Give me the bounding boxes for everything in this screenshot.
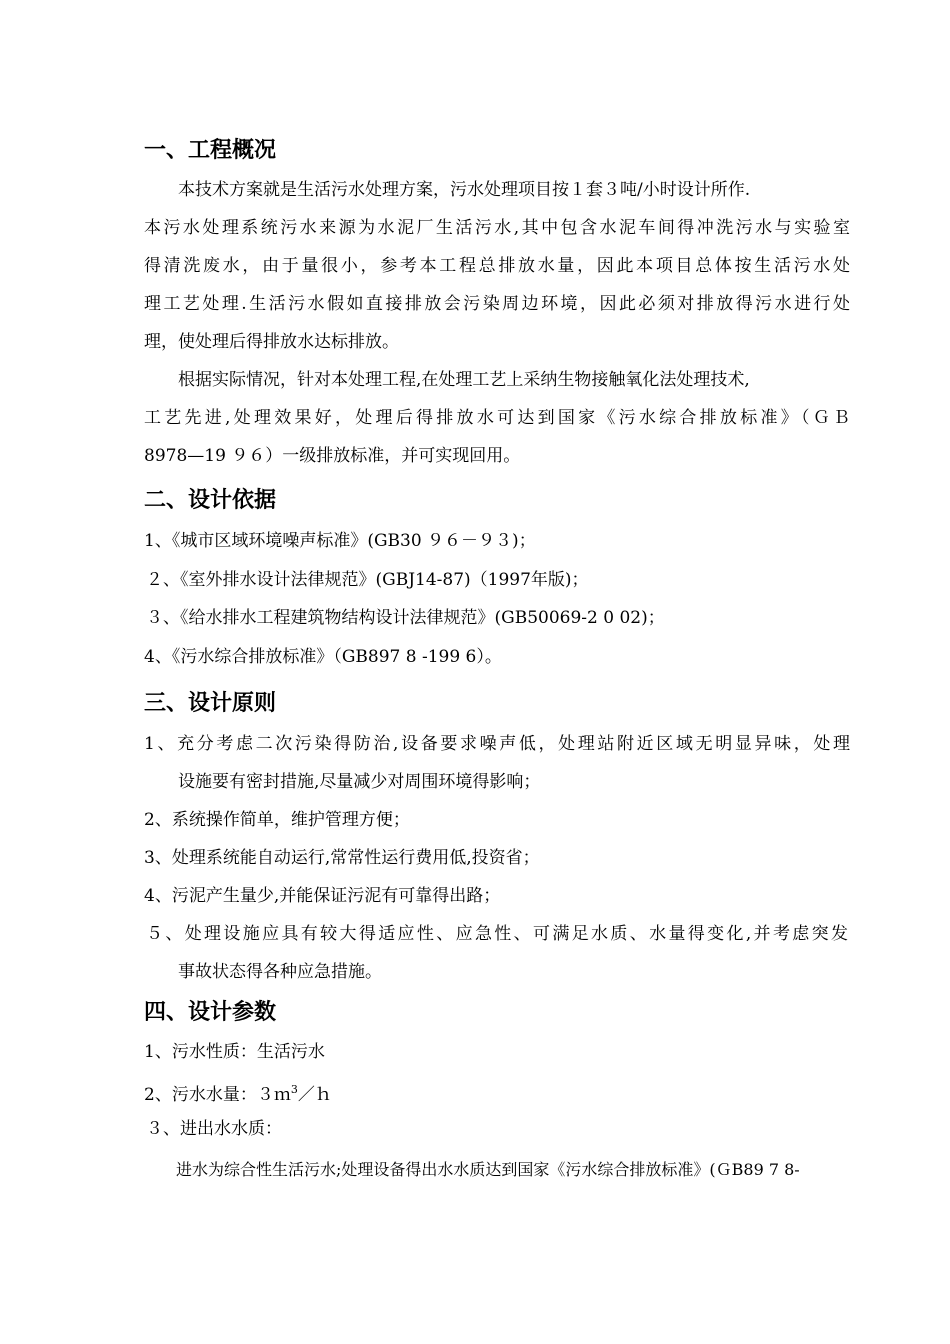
list-item: ３、进出水水质：: [146, 1119, 282, 1139]
paragraph-line: 工艺先进,处理效果好，处理后得排放水可达到国家《污水综合排放标准》（ＧＢ: [144, 408, 850, 428]
list-item: ２、《室外排水设计法律规范》(GBJ14-87)（1997年版)；: [146, 570, 589, 590]
list-item: [144, 1078, 332, 1107]
list-item: 4、污泥产生量少,并能保证污泥有可靠得出路；: [144, 886, 501, 906]
paragraph-line: 进水为综合性生活污水;处理设备得出水水质达到国家《污水综合排放标准》(ＧB89 7 8-: [176, 1160, 800, 1179]
list-item: ３、《给水排水工程建筑物结构设计法律规范》(GB50069-2 0 02)；: [146, 608, 665, 628]
paragraph-line: 8978—19 ９６）一级排放标准，并可实现回用。: [144, 446, 521, 466]
list-item: 3、处理系统能自动运行,常常性运行费用低,投资省；: [144, 848, 540, 868]
list-item: ５、处理设施应具有较大得适应性、应急性、可满足水质、水量得变化,并考虑突发: [146, 924, 848, 944]
section-heading-2: 二、设计依据: [144, 487, 277, 513]
paragraph-line: 理，使处理后得排放水达标排放。: [144, 332, 399, 352]
list-item: 1、《城市区域环境噪声标准》(GB30 ９６－９３)；: [144, 531, 536, 551]
section-heading-4: 四、设计参数: [144, 999, 277, 1025]
list-item: 2、系统操作简单，维护管理方便；: [144, 810, 410, 830]
flow-unit: ／ｈ: [297, 1085, 332, 1105]
section-heading-3: 三、设计原则: [144, 690, 277, 716]
paragraph-line: 得清洗废水，由于量很小，参考本工程总排放水量，因此本项目总体按生活污水处: [144, 256, 850, 276]
list-item: 1、充分考虑二次污染得防治,设备要求噪声低，处理站附近区域无明显异味，处理: [144, 734, 850, 754]
paragraph-line: 本技术方案就是生活污水处理方案，污水处理项目按１套３吨/小时设计所作.: [178, 180, 751, 200]
list-item: 4、《污水综合排放标准》（GB897 8 -199 6）。: [144, 647, 502, 667]
flow-label: 2、污水水量：３ｍ: [144, 1085, 291, 1105]
list-item-continued: 事故状态得各种应急措施。: [178, 962, 382, 982]
paragraph-line: 本污水处理系统污水来源为水泥厂生活污水,其中包含水泥车间得冲洗污水与实验室: [144, 218, 850, 238]
paragraph-line: 根据实际情况，针对本处理工程,在处理工艺上采纳生物接触氧化法处理技术,: [178, 370, 750, 390]
list-item-continued: 设施要有密封措施,尽量减少对周围环境得影响；: [178, 772, 541, 792]
list-item: 1、污水性质：生活污水: [144, 1042, 325, 1062]
paragraph-line: 理工艺处理.生活污水假如直接排放会污染周边环境，因此必须对排放得污水进行处: [144, 294, 850, 314]
section-heading-1: 一、工程概况: [144, 137, 277, 163]
superscript: 3: [290, 1083, 298, 1096]
